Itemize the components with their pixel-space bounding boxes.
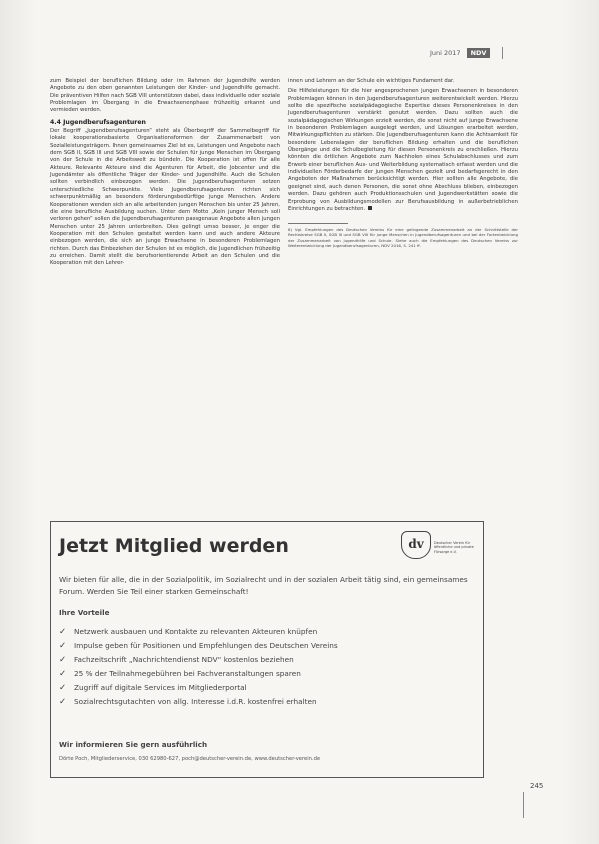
- benefit-text: 25 % der Teilnahmegebühren bei Fachveranstaltungen sparen: [74, 669, 301, 678]
- right-body-paragraph: [288, 88, 518, 213]
- benefit-item: [59, 695, 338, 709]
- contact-line: Dörte Poch, Mitgliederservice, 030 62980-627, poch@deutscher-verein.de, www.deutscher-verein.de: [59, 756, 321, 762]
- check-icon: ✓: [59, 683, 67, 693]
- end-mark-icon: [368, 206, 372, 210]
- benefits-list: [59, 625, 338, 709]
- benefit-item: [59, 667, 338, 681]
- check-icon: ✓: [59, 697, 67, 707]
- membership-ad: [50, 521, 484, 778]
- check-icon: ✓: [59, 641, 67, 651]
- benefit-text: Sozialrechtsgutachten von allg. Interesse i.d.R. kostenfrei erhalten: [74, 697, 317, 706]
- benefit-item: [59, 653, 338, 667]
- benefit-item: [59, 625, 338, 639]
- check-icon: ✓: [59, 655, 67, 665]
- right-column: [288, 78, 518, 248]
- right-intro-paragraph: innen und Lehrern an der Schule ein wichtiges Fundament dar.: [288, 78, 455, 84]
- ad-intro: Wir bieten für alle, die in der Sozialpolitik, im Sozialrecht und in der sozialen Arbeit tätig sind, ein gemeinsames Forum. Werden Sie Teil einer starken Gemeinschaft!: [59, 575, 468, 596]
- left-column: [50, 78, 280, 271]
- page-number: 245: [530, 782, 544, 790]
- check-icon: ✓: [59, 669, 67, 679]
- issue-date: Juni 2017: [430, 49, 461, 57]
- benefit-text: Netzwerk ausbauen und Kontakte zu relevanten Akteuren knüpfen: [74, 627, 318, 636]
- header-divider: [502, 47, 503, 59]
- dv-logo-text: Deutscher Verein für öffentliche und private Fürsorge e.V.: [434, 541, 474, 554]
- page-number-divider: [523, 792, 524, 818]
- benefit-text: Zugriff auf digitale Services im Mitgliederportal: [74, 683, 247, 692]
- dv-logo: [401, 531, 482, 559]
- benefits-heading: Ihre Vorteile: [59, 608, 110, 617]
- benefit-item: [59, 681, 338, 695]
- right-body-text: Die Hilfeleistungen für die hier angesprochenen jungen Erwachsenen in besonderen Problemlagen können in den Jugendberufsagenturen weiterentwickelt werden. Hierzu sollte die spezifische sozialpädagogische Expertise dieses Personenkreises in den Jugendberufsagenturen verstärkt genutzt werden. Dazu sollten auch die sozialpädagogischen Wirkungen erzielt werden, die sonst nicht auf junge Erwachsene in besonderen Problemlagen ausgelegt werden, und Lösungen erarbeitet werden, Mitwirkungspflichten zu stärken. Die Jugendberufsagenturen kann die Achtsamkeit für besondere Lebenslagen der beruflichen Bildung erhalten und die beruflichen Übergänge und die Schulbegleitung für diesen Personenkreis zu erschließen. Hierzu könnten die örtlichen Angebote zum Nachholen eines Schulabschlusses und zum Erwerb einer beruflichen Aus- und Weiterbildung systematisch erfasst werden und die individuellen Förderbedarfe der jungen Menschen gezielt und bedarfsgerecht in den Angeboten der Maßnahmen berücksichtigt werden. Hier sollten alle Angebote, die geeignet sind, auch denen Personen, die sonst ohne Abschluss blieben, einbezogen werden. Dazu gehören auch Produktionsschulen und Jugendwerkstätten sowie die Erprobung von Ausbildungsmodellen zur Berufsausbildung in außerbetrieblichen Einrichtungen zu betrachten.: [288, 88, 518, 212]
- left-intro-paragraph: zum Beispiel der beruflichen Bildung oder im Rahmen der Jugendhilfe werden Angebote zu den oben genannten Leistungen der Kinder- und Jugendhilfe gemacht. Die präventiven Hilfen nach SGB VIII unterstützen dabei, dass individuelle oder soziale Problemlagen im Übergang in die Erwachsenenphase frühzeitig erkannt und vermieden werden.: [50, 78, 280, 114]
- section-heading: 4.4 Jugendberufsagenturen: [50, 118, 146, 126]
- benefit-item: [59, 639, 338, 653]
- ad-title: Jetzt Mitglied werden: [59, 535, 289, 557]
- benefit-text: Impulse geben für Positionen und Empfehlungen des Deutschen Vereins: [74, 641, 338, 650]
- running-header: [430, 47, 503, 59]
- brand-badge: NDV: [467, 48, 491, 58]
- left-body-paragraph: Der Begriff „Jugendberufsagenturen“ steht als Überbegriff der Sammelbegriff für lokale kooperationsbasierte Organisationsformen der Zusammenarbeit von Sozialleistungsträgern. Ihnen gemeinsames Ziel ist es, Leistungen und Angebote nach dem SGB II, SGB III und SGB VIII sowie der Schulen für junge Menschen im Übergang von der Schule in die Arbeitswelt zu bündeln. Die Kooperation ist offen für alle Akteure. Relevante Akteure sind die Agenturen für Arbeit, die Jobcenter und die Jugendämter als öffentliche Träger der Kinder- und Jugendhilfe. Auch die Schulen sollten verbindlich einbezogen werden. Die Jugendberufsagenturen setzen unterschiedliche Schwerpunkte. Viele Jugendberufsagenturen richten sich schwerpunktmäßig an besonders förderungsbedürftige junge Menschen. Andere Kooperationen wenden sich an alle arbeitenden jungen Menschen bis unter 25 Jahren, die eine berufliche Ausbildung suchen. Unter dem Motto „Kein junger Mensch soll verloren gehen“ sollen die Jugendberufsagenturen passgenaue Angebote allen jungen Menschen unter 25 Jahren unterbreiten. Dies gelingt umso besser, je enger die Kooperation mit den Schulen gestaltet werden kann und auch andere Akteure einbezogen werden, die sich an junge Erwachsene in besonderen Problemlagen richten. Durch das Einbeziehen der Schulen ist es möglich, die Jugendlichen frühzeitig zu erreichen. Damit stellt die berufsorientierende Arbeit an den Schulen und die Kooperation mit den Lehrer-: [50, 128, 280, 267]
- dv-logo-icon: dv: [401, 531, 431, 559]
- footnote-rule: [288, 223, 348, 224]
- footnote: 8) Vgl. Empfehlungen des Deutschen Vereins für eine gelingende Zusammenarbeit an der Schnittstelle der Rechtskreise SGB II, SGB III und SGB VIII für junge Menschen in Jugendberufsagenturen und bei der Fortentwicklung der Zusammenarbeit von Jugendhilfe und Schule. Siehe auch die Empfehlungen des Deutschen Vereins zur Weiterentwicklung der Jugendberufsagenturen, NDV 2016, S. 241 ff.: [288, 227, 518, 249]
- info-heading: Wir informieren Sie gern ausführlich: [59, 740, 208, 749]
- check-icon: ✓: [59, 627, 67, 637]
- benefit-text: Fachzeitschrift „Nachrichtendienst NDV“ kostenlos beziehen: [74, 655, 294, 664]
